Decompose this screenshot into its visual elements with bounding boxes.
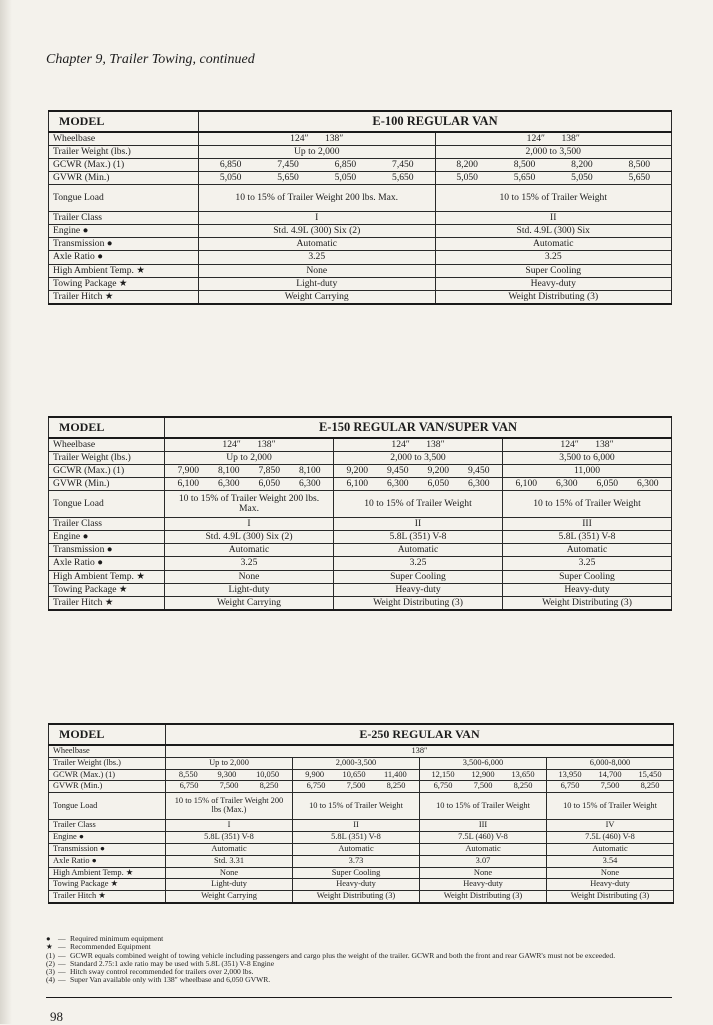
footnote-text: GCWR equals combined weight of towing vehicle including passengers and cargo plus the weight of the trailer. GCWR and both the front and rear GAWR's must not be exceeded.: [70, 950, 616, 960]
transmission-col-1: Automatic: [199, 238, 436, 251]
row-label-trailer-class: Trailer Class: [49, 820, 166, 832]
trailer-weight-col-3: 3,500-6,000: [420, 757, 547, 769]
trailer-weight-col-2: 2,000 to 3,500: [334, 452, 503, 465]
row-label-gvwr: GVWR (Min.): [49, 781, 166, 793]
value: 7,850: [258, 465, 281, 477]
value: 5,650: [277, 172, 299, 184]
row-trailer-hitch: [49, 290, 672, 304]
row-transmission: [49, 544, 672, 557]
value: 6,050: [427, 478, 450, 490]
trailer-class-col-2: II: [334, 518, 503, 531]
value: 6,300: [217, 478, 240, 490]
footnote-symbol: ●: [46, 934, 51, 943]
trailer-hitch-col-1: Weight Carrying: [199, 290, 436, 304]
row-label-tongue-load: Tongue Load: [49, 491, 165, 518]
value: 6,300: [636, 478, 659, 490]
row-label-trailer-class: Trailer Class: [49, 212, 199, 225]
value: 6,100: [346, 478, 369, 490]
tongue-load-col-2: 10 to 15% of Trailer Weight: [293, 793, 420, 820]
gcwr-col-2: [334, 465, 503, 478]
transmission-col-4: Automatic: [547, 843, 674, 855]
value: 5,050: [456, 172, 478, 184]
value: 8,550: [178, 769, 198, 779]
footnote-dash: —: [58, 950, 66, 960]
value: 10,050: [256, 769, 280, 779]
towing-package-col-2: Heavy-duty: [334, 583, 503, 596]
transmission-col-1: Automatic: [166, 843, 293, 855]
row-label-wheelbase: Wheelbase: [49, 438, 165, 452]
row-wheelbase: [49, 132, 672, 146]
gcwr-col-3: [420, 769, 547, 781]
value: 8,100: [217, 465, 240, 477]
row-high-ambient: [49, 867, 674, 879]
high-ambient-col-3: Super Cooling: [503, 570, 672, 583]
wheelbase-value: 138″: [166, 745, 674, 757]
row-gvwr: [49, 781, 674, 793]
row-label-engine: Engine ●: [49, 225, 199, 238]
high-ambient-col-2: Super Cooling: [293, 867, 420, 879]
gvwr-col-4: [547, 781, 674, 793]
transmission-col-1: Automatic: [165, 544, 334, 557]
row-label-trailer-weight: Trailer Weight (lbs.): [49, 146, 199, 159]
footnote-dash: —: [58, 942, 66, 952]
row-label-gcwr: GCWR (Max.) (1): [49, 465, 165, 478]
value: 6,300: [555, 478, 578, 490]
high-ambient-col-1: None: [199, 264, 436, 277]
row-gcwr: [49, 159, 672, 172]
trailer-hitch-col-1: Weight Carrying: [165, 596, 334, 610]
engine-col-3: 7.5L (460) V-8: [420, 832, 547, 844]
value: 6,750: [179, 781, 199, 791]
high-ambient-col-3: None: [420, 867, 547, 879]
row-label-engine: Engine ●: [49, 832, 166, 844]
row-label-trailer-weight: Trailer Weight (lbs.): [49, 757, 166, 769]
gvwr-col-1: [199, 172, 436, 185]
gcwr-col-4: [547, 769, 674, 781]
tongue-load-col-2: 10 to 15% of Trailer Weight: [435, 185, 672, 212]
high-ambient-col-1: None: [166, 867, 293, 879]
value: 6,750: [560, 781, 580, 791]
row-high-ambient: [49, 264, 672, 277]
value: 15,450: [638, 769, 662, 779]
row-high-ambient: [49, 570, 672, 583]
row-label-gcwr: GCWR (Max.) (1): [49, 769, 166, 781]
tongue-load-col-1: 10 to 15% of Trailer Weight 200 lbs (Max.): [166, 793, 293, 820]
value: 7,450: [277, 159, 299, 171]
value: 9,200: [346, 465, 369, 477]
footnote-dash: —: [58, 934, 66, 943]
value: 5,650: [392, 172, 414, 184]
row-label-wheelbase: Wheelbase: [49, 132, 199, 146]
row-label-engine: Engine ●: [49, 531, 165, 544]
row-trailer-class: [49, 212, 672, 225]
gcwr-col-2: [435, 159, 672, 172]
value: 11,400: [384, 769, 407, 779]
footnote-dash: —: [58, 958, 66, 968]
engine-col-1: Std. 4.9L (300) Six (2): [165, 531, 334, 544]
gvwr-col-2: [293, 781, 420, 793]
towing-package-col-2: Heavy-duty: [435, 277, 672, 290]
row-label-trailer-hitch: Trailer Hitch ★: [49, 596, 165, 610]
value: 13,950: [558, 769, 582, 779]
value: 6,100: [515, 478, 538, 490]
gvwr-col-2: [334, 478, 503, 491]
value: 6,050: [596, 478, 619, 490]
footnote-text: Super Van available only with 138″ wheelbase and 6,050 GVWR.: [70, 975, 271, 985]
row-label-axle-ratio: Axle Ratio ●: [49, 855, 166, 867]
trailer-weight-col-2: 2,000-3,500: [293, 757, 420, 769]
transmission-col-2: Automatic: [334, 544, 503, 557]
tongue-load-col-1: 10 to 15% of Trailer Weight 200 lbs. Max.: [199, 185, 436, 212]
trailer-hitch-col-1: Weight Carrying: [166, 891, 293, 903]
value: 5,050: [571, 172, 593, 184]
value: 6,300: [386, 478, 409, 490]
high-ambient-col-2: Super Cooling: [435, 264, 672, 277]
gvwr-col-1: [165, 478, 334, 491]
engine-col-2: Std. 4.9L (300) Six: [435, 225, 672, 238]
row-trailer-weight: [49, 146, 672, 159]
row-label-gcwr: GCWR (Max.) (1): [49, 159, 199, 172]
row-engine: [49, 832, 674, 844]
row-trailer-class: [49, 518, 672, 531]
gcwr-col-2: [293, 769, 420, 781]
row-label-towing-package: Towing Package ★: [49, 879, 166, 891]
high-ambient-col-4: None: [547, 867, 674, 879]
value: 9,900: [305, 769, 325, 779]
value: 9,450: [386, 465, 409, 477]
tongue-load-col-2: 10 to 15% of Trailer Weight: [334, 491, 503, 518]
value: 8,100: [298, 465, 321, 477]
trailer-weight-col-2: 2,000 to 3,500: [435, 146, 672, 159]
value: 7,500: [473, 781, 493, 791]
row-label-tongue-load: Tongue Load: [49, 793, 166, 820]
value: 8,250: [259, 781, 279, 791]
tongue-load-col-3: 10 to 15% of Trailer Weight: [420, 793, 547, 820]
footnote-text: Hitch sway control recommended for trailers over 2,000 lbs.: [70, 967, 254, 977]
value: 7,450: [392, 159, 414, 171]
row-trailer-weight: [49, 757, 674, 769]
engine-col-3: 5.8L (351) V-8: [503, 531, 672, 544]
value: 8,200: [571, 159, 593, 171]
row-label-transmission: Transmission ●: [49, 843, 166, 855]
row-transmission: [49, 843, 674, 855]
tongue-load-col-4: 10 to 15% of Trailer Weight: [547, 793, 674, 820]
gvwr-col-1: [166, 781, 293, 793]
value: 8,250: [386, 781, 406, 791]
footnote-symbol: (3): [46, 967, 55, 977]
wheelbase-col-1: 124″ 138″: [165, 438, 334, 452]
row-trailer-class: [49, 820, 674, 832]
gvwr-col-3: [503, 478, 672, 491]
row-label-gvwr: GVWR (Min.): [49, 478, 165, 491]
towing-package-col-2: Heavy-duty: [293, 879, 420, 891]
value: 5,050: [334, 172, 357, 184]
trailer-class-col-3: III: [503, 518, 672, 531]
wheelbase-col-3: 124″ 138″: [503, 438, 672, 452]
bottom-rule: [46, 997, 672, 998]
row-label-gvwr: GVWR (Min.): [49, 172, 199, 185]
footnote-text: Recommended Equipment: [70, 942, 151, 952]
transmission-col-2: Automatic: [435, 238, 672, 251]
e100-spec-table: [48, 110, 672, 305]
trailer-hitch-col-2: Weight Distributing (3): [334, 596, 503, 610]
value: 9,200: [427, 465, 450, 477]
row-tongue-load: [49, 491, 672, 518]
trailer-class-col-2: II: [293, 820, 420, 832]
row-gvwr: [49, 478, 672, 491]
row-tongue-load: [49, 793, 674, 820]
value: 6,850: [334, 159, 357, 171]
footnote-symbol: (4): [46, 975, 55, 985]
row-label-towing-package: Towing Package ★: [49, 583, 165, 596]
towing-package-col-3: Heavy-duty: [503, 583, 672, 596]
e250-spec-table: [48, 723, 674, 904]
towing-package-col-1: Light-duty: [166, 879, 293, 891]
value: 5,650: [513, 172, 536, 184]
tongue-load-col-1: 10 to 15% of Trailer Weight 200 lbs. Max.: [165, 491, 334, 518]
row-label-trailer-hitch: Trailer Hitch ★: [49, 891, 166, 903]
model-header: MODEL: [49, 417, 165, 438]
row-label-trailer-class: Trailer Class: [49, 518, 165, 531]
row-label-trailer-weight: Trailer Weight (lbs.): [49, 452, 165, 465]
row-gcwr: [49, 465, 672, 478]
trailer-weight-col-1: Up to 2,000: [166, 757, 293, 769]
footnotes: [46, 935, 666, 985]
transmission-col-3: Automatic: [503, 544, 672, 557]
model-header: MODEL: [49, 724, 166, 745]
value: 6,100: [177, 478, 200, 490]
value: 7,500: [219, 781, 239, 791]
engine-col-2: 5.8L (351) V-8: [334, 531, 503, 544]
value: 14,700: [598, 769, 622, 779]
value: 8,250: [513, 781, 533, 791]
row-towing-package: [49, 277, 672, 290]
e150-spec-table: [48, 416, 672, 611]
value: 13,650: [511, 769, 535, 779]
gvwr-col-2: [435, 172, 672, 185]
model-title: E-250 REGULAR VAN: [166, 724, 674, 745]
row-label-axle-ratio: Axle Ratio ●: [49, 251, 199, 264]
trailer-class-col-2: II: [435, 212, 672, 225]
gcwr-col-3: 11,000: [503, 465, 672, 478]
row-trailer-weight: [49, 452, 672, 465]
row-transmission: [49, 238, 672, 251]
engine-col-1: Std. 4.9L (300) Six (2): [199, 225, 436, 238]
row-label-towing-package: Towing Package ★: [49, 277, 199, 290]
value: 8,500: [513, 159, 536, 171]
axle-ratio-col-1: 3.25: [199, 251, 436, 264]
page-binding-shadow: [0, 0, 12, 1024]
value: 9,300: [217, 769, 237, 779]
row-gcwr: [49, 769, 674, 781]
axle-ratio-col-2: 3.25: [435, 251, 672, 264]
row-tongue-load: [49, 185, 672, 212]
wheelbase-col-2: 124″ 138″: [435, 132, 672, 146]
row-label-high-ambient: High Ambient Temp. ★: [49, 867, 166, 879]
row-label-transmission: Transmission ●: [49, 544, 165, 557]
row-engine: [49, 225, 672, 238]
row-label-trailer-hitch: Trailer Hitch ★: [49, 290, 199, 304]
chapter-heading: Chapter 9, Trailer Towing, continued: [46, 52, 255, 67]
wheelbase-col-2: 124″ 138″: [334, 438, 503, 452]
row-engine: [49, 531, 672, 544]
transmission-col-3: Automatic: [420, 843, 547, 855]
axle-ratio-col-2: 3.73: [293, 855, 420, 867]
row-label-high-ambient: High Ambient Temp. ★: [49, 570, 165, 583]
row-axle-ratio: [49, 251, 672, 264]
row-axle-ratio: [49, 557, 672, 570]
trailer-hitch-col-4: Weight Distributing (3): [547, 891, 674, 903]
row-gvwr: [49, 172, 672, 185]
trailer-hitch-col-2: Weight Distributing (3): [293, 891, 420, 903]
model-title: E-100 REGULAR VAN: [199, 111, 672, 132]
footnote: [46, 976, 666, 984]
row-trailer-hitch: [49, 596, 672, 610]
page-number: 98: [50, 1009, 63, 1024]
row-label-axle-ratio: Axle Ratio ●: [49, 557, 165, 570]
footnote-symbol: (1): [46, 950, 55, 960]
row-label-transmission: Transmission ●: [49, 238, 199, 251]
axle-ratio-col-1: Std. 3.31: [166, 855, 293, 867]
row-wheelbase: [49, 745, 674, 757]
value: 7,900: [177, 465, 200, 477]
gcwr-col-1: [166, 769, 293, 781]
trailer-hitch-col-3: Weight Distributing (3): [503, 596, 672, 610]
value: 6,750: [306, 781, 326, 791]
row-towing-package: [49, 879, 674, 891]
trailer-class-col-1: I: [165, 518, 334, 531]
value: 6,750: [433, 781, 453, 791]
engine-col-1: 5.8L (351) V-8: [166, 832, 293, 844]
axle-ratio-col-3: 3.07: [420, 855, 547, 867]
row-label-wheelbase: Wheelbase: [49, 745, 166, 757]
value: 6,850: [219, 159, 242, 171]
value: 7,500: [346, 781, 366, 791]
trailer-weight-col-1: Up to 2,000: [199, 146, 436, 159]
engine-col-2: 5.8L (351) V-8: [293, 832, 420, 844]
high-ambient-col-2: Super Cooling: [334, 570, 503, 583]
footnote-text: Standard 2.75:1 axle ratio may be used with 5.8L (351) V-8 Engine: [70, 958, 275, 968]
tongue-load-col-3: 10 to 15% of Trailer Weight: [503, 491, 672, 518]
trailer-class-col-1: I: [166, 820, 293, 832]
value: 8,500: [628, 159, 651, 171]
value: 8,250: [640, 781, 660, 791]
trailer-weight-col-1: Up to 2,000: [165, 452, 334, 465]
value: 6,050: [258, 478, 281, 490]
footnote-text: Required minimum equipment: [70, 934, 164, 943]
axle-ratio-col-3: 3.25: [503, 557, 672, 570]
towing-package-col-4: Heavy-duty: [547, 879, 674, 891]
gcwr-col-1: [199, 159, 436, 172]
axle-ratio-col-2: 3.25: [334, 557, 503, 570]
row-wheelbase: [49, 438, 672, 452]
value: 5,050: [219, 172, 242, 184]
axle-ratio-col-4: 3.54: [547, 855, 674, 867]
trailer-class-col-1: I: [199, 212, 436, 225]
model-header: MODEL: [49, 111, 199, 132]
towing-package-col-3: Heavy-duty: [420, 879, 547, 891]
gvwr-col-3: [420, 781, 547, 793]
value: 7,500: [600, 781, 620, 791]
row-axle-ratio: [49, 855, 674, 867]
wheelbase-col-1: 124″ 138″: [199, 132, 436, 146]
trailer-weight-col-3: 3,500 to 6,000: [503, 452, 672, 465]
footnote-symbol: (2): [46, 958, 55, 968]
high-ambient-col-1: None: [165, 570, 334, 583]
value: 10,650: [342, 769, 366, 779]
engine-col-4: 7.5L (460) V-8: [547, 832, 674, 844]
value: 8,200: [456, 159, 478, 171]
gcwr-col-1: [165, 465, 334, 478]
row-label-high-ambient: High Ambient Temp. ★: [49, 264, 199, 277]
value: 6,300: [298, 478, 321, 490]
footnote-symbol: ★: [46, 942, 53, 952]
value: 6,300: [467, 478, 490, 490]
footnote-dash: —: [58, 967, 66, 977]
model-title: E-150 REGULAR VAN/SUPER VAN: [165, 417, 672, 438]
row-trailer-hitch: [49, 891, 674, 903]
towing-package-col-1: Light-duty: [199, 277, 436, 290]
towing-package-col-1: Light-duty: [165, 583, 334, 596]
value: 9,450: [467, 465, 490, 477]
trailer-class-col-4: IV: [547, 820, 674, 832]
footnote-dash: —: [58, 975, 66, 985]
trailer-class-col-3: III: [420, 820, 547, 832]
value: 5,650: [628, 172, 651, 184]
row-label-tongue-load: Tongue Load: [49, 185, 199, 212]
trailer-weight-col-4: 6,000-8,000: [547, 757, 674, 769]
trailer-hitch-col-2: Weight Distributing (3): [435, 290, 672, 304]
transmission-col-2: Automatic: [293, 843, 420, 855]
value: 12,150: [431, 769, 455, 779]
trailer-hitch-col-3: Weight Distributing (3): [420, 891, 547, 903]
value: 12,900: [471, 769, 495, 779]
axle-ratio-col-1: 3.25: [165, 557, 334, 570]
row-towing-package: [49, 583, 672, 596]
